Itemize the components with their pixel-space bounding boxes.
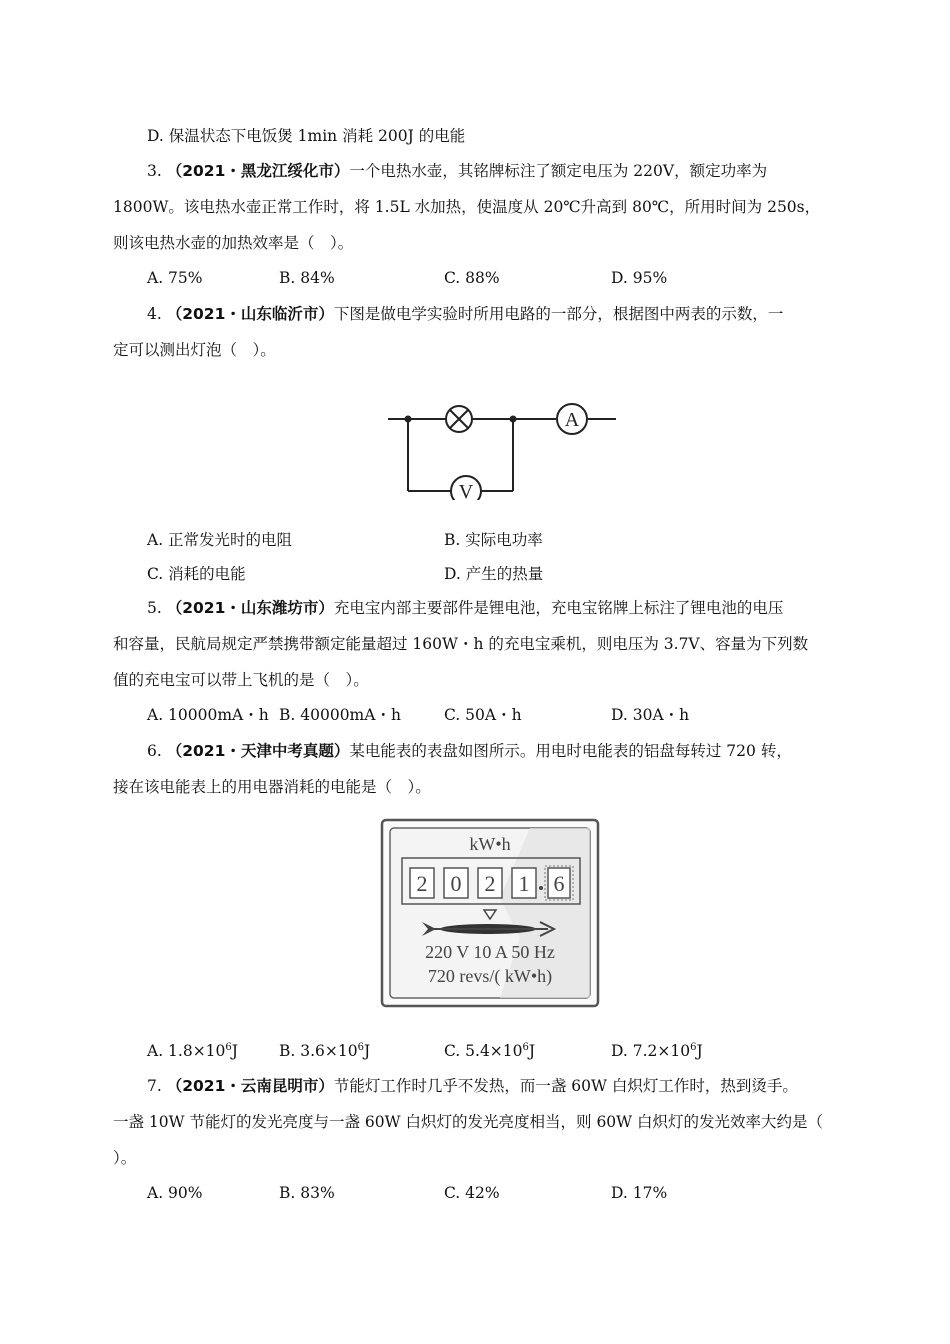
meter-digit-1: 2 — [416, 871, 428, 896]
q3-line-3: 则该电热水壶的加热效率是（ ）。 — [113, 234, 354, 252]
q6-source: （2021・天津中考真题） — [166, 742, 350, 760]
meter-spec-line-2: 720 revs/( kW•h) — [427, 966, 553, 986]
q3-line-1 — [147, 161, 767, 181]
q7-text-1: 节能灯工作时几乎不发热，而一盏 60W 白炽灯工作时，热到烫手。 — [333, 1077, 798, 1095]
q6-option-b: B. $3.6\times 10^6J$ — [279, 1041, 371, 1060]
q4-line-2: 定可以测出灯泡（ ）。 — [113, 341, 276, 359]
q4-option-b: B. 实际电功率 — [444, 531, 543, 549]
q5-option-c: C. 50A・h — [444, 706, 522, 724]
q3-source: （2021・黑龙江绥化市） — [166, 162, 350, 180]
meter-unit-label: kW•h — [469, 834, 511, 854]
q4-text-1: 下图是做电学实验时所用电路的一部分，根据图中两表的示数，一 — [333, 305, 784, 323]
q5-number: 5. — [147, 599, 162, 617]
q3-number: 3. — [147, 162, 162, 180]
q4-option-c: C. 消耗的电能 — [147, 565, 246, 583]
q4-option-d: D. 产生的热量 — [444, 565, 544, 583]
meter-digit-2: 0 — [450, 871, 462, 896]
q5-text-1: 充电宝内部主要部件是锂电池，充电宝铭牌上标注了锂电池的电压 — [333, 599, 784, 617]
lamp-icon — [446, 406, 472, 432]
q3-text-1: 一个电热水壶，其铭牌标注了额定电压为 220V，额定功率为 — [349, 162, 768, 180]
q7-number: 7. — [147, 1077, 162, 1095]
energy-meter-figure — [380, 818, 600, 1008]
q2-option-d: D. 保温状态下电饭煲 1min 消耗 200J 的电能 — [147, 127, 466, 145]
q7-line-3: ）。 — [113, 1149, 137, 1167]
q5-source: （2021・山东潍坊市） — [166, 599, 334, 617]
q5-line-3: 值的充电宝可以带上飞机的是（ ）。 — [113, 671, 369, 689]
q6-line-1 — [147, 741, 792, 761]
q5-option-a: A. 10000mA・h — [147, 706, 269, 724]
q6-text-1: 某电能表的表盘如图所示。用电时电能表的铝盘每转过 720 转， — [349, 742, 792, 760]
q4-source: （2021・山东临沂市） — [166, 305, 334, 323]
circuit-diagram — [380, 395, 620, 500]
q3-option-d: D. 95% — [611, 269, 668, 287]
q4-line-1 — [147, 304, 783, 324]
q6-number: 6. — [147, 742, 162, 760]
q7-option-c: C. 42% — [444, 1184, 500, 1202]
q6-option-a: A. $1.8\times 10^6J$ — [147, 1041, 239, 1060]
q7-option-d: D. 17% — [611, 1184, 668, 1202]
q7-line-1 — [147, 1076, 798, 1096]
q3-option-a: A. 75% — [147, 269, 203, 287]
q6-line-2: 接在该电能表上的用电器消耗的电能是（ ）。 — [113, 778, 431, 796]
q3-option-c: C. 88% — [444, 269, 500, 287]
junction-dot-left — [405, 416, 412, 423]
meter-spec-line-1: 220 V 10 A 50 Hz — [425, 942, 555, 962]
q7-line-2: 一盏 10W 节能灯的发光亮度与一盏 60W 白炽灯的发光亮度相当，则 60W 白炽灯的发光效率大约是（ — [113, 1113, 824, 1131]
q6-option-c: C. $5.4\times 10^6J$ — [444, 1041, 536, 1060]
meter-digit-3: 2 — [484, 871, 496, 896]
voltmeter-label: V — [458, 481, 474, 500]
meter-digit-4: 1 — [518, 871, 530, 896]
meter-decimal-point — [539, 886, 543, 890]
q3-line-2: 1800W。该电热水壶正常工作时，将 1.5L 水加热，使温度从 20℃升高到 80℃，所用时间为 250s， — [113, 198, 821, 216]
ammeter-label: A — [564, 409, 580, 431]
q7-option-a: A. 90% — [147, 1184, 203, 1202]
q5-line-1 — [147, 598, 783, 618]
q7-source: （2021・云南昆明市） — [166, 1077, 334, 1095]
q5-option-b: B. 40000mA・h — [279, 706, 401, 724]
q7-option-b: B. 83% — [279, 1184, 335, 1202]
q4-option-a: A. 正常发光时的电阻 — [147, 531, 293, 549]
q3-option-b: B. 84% — [279, 269, 335, 287]
junction-dot-right — [510, 416, 517, 423]
q4-number: 4. — [147, 305, 162, 323]
q6-option-d: D. $7.2\times 10^6J$ — [611, 1041, 703, 1060]
meter-digit-5: 6 — [553, 871, 565, 896]
q5-option-d: D. 30A・h — [611, 706, 690, 724]
q5-line-2: 和容量，民航局规定严禁携带额定能量超过 160W・h 的充电宝乘机，则电压为 3.7V、容量为下列数 — [113, 635, 809, 653]
